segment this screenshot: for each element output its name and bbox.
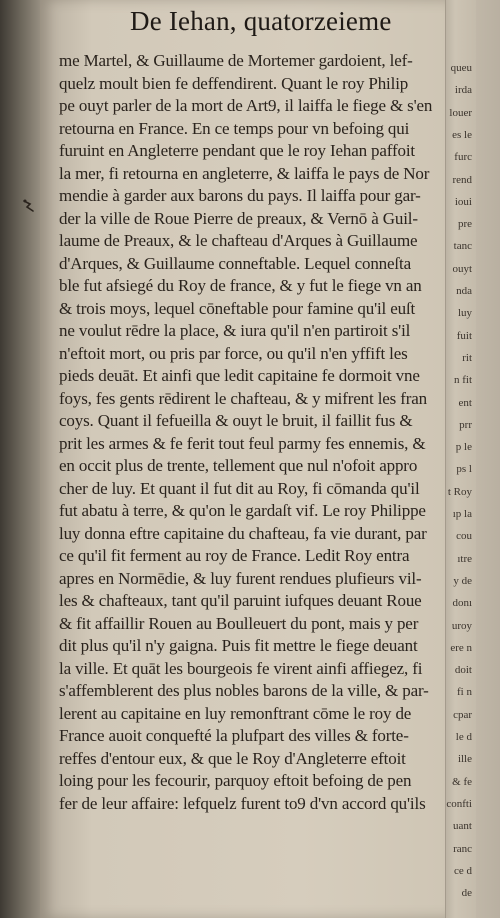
facing-page-fragment: fuit [456, 329, 472, 342]
margin-mark-icon [22, 198, 40, 214]
facing-page-fragment: p le [455, 441, 472, 454]
facing-page-fragment: furc [454, 151, 472, 164]
running-head: De Iehan, quatorzeieme [130, 6, 392, 36]
text-line: d'Arques, & Guillaume conneftable. Lequel conneſta [59, 253, 411, 273]
facing-page-fragment: queu [450, 62, 472, 74]
text-line: & fit affaillir Rouen au Boulleuert du pont, mais y per [59, 613, 419, 633]
facing-page-fragment: cpar [453, 708, 472, 721]
facing-page-fragment: ps l [456, 463, 472, 476]
text-line: prit les armes & fe ferit tout feul parmy fes ennemis, & [59, 433, 426, 453]
text-line: & trois moys, lequel cōneftable pour famine qu'il euſt [59, 298, 416, 318]
text-line: furuint en Angleterre pendant que le roy Iehan paffoit [59, 141, 416, 160]
facing-page-fragment: ioui [454, 195, 472, 208]
facing-page-fragment: uroy [451, 619, 472, 632]
text-line: la ville. Et quāt les bourgeois fe virent ainfi affiegez, fi [59, 658, 423, 678]
text-line: foys, fes gents rēdirent le chafteau, & y mifrent les fran [59, 388, 427, 408]
text-line: France auoit conquefté la plufpart des villes & forte- [59, 726, 409, 745]
facing-page-fragment: ere n [450, 641, 472, 654]
text-line: reffes d'entour eux, & que le Roy d'Angleterre eftoit [59, 748, 406, 768]
facing-page-fragment: & fe [452, 775, 472, 788]
facing-page-fragment: ent [458, 396, 472, 409]
text-line: pieds deuāt. Et ainfi que ledit capitaine fe dormoit vne [59, 366, 420, 385]
facing-page-fragment: rit [462, 351, 472, 364]
text-line: dit plus qu'il n'y gaigna. Puis fit mettre le fiege deuant [59, 636, 418, 655]
text-line: ne voulut rēdre la place, & iura qu'il n'en partiroit s'il [59, 321, 411, 340]
facing-page-fragment: ouyt [452, 262, 472, 275]
text-line: retourna en France. En ce temps pour vn befoing qui [59, 118, 410, 138]
facing-page-fragment: pre [457, 218, 472, 231]
text-line: lerent au capitaine en luy remonftrant cōme le roy de [59, 703, 412, 723]
text-line: pe ouyt parler de la mort de Art9, il laiffa le fiege & s'en [59, 96, 433, 115]
text-line: ble fut afsiegé du Roy de france, & y fut le fiege vn an [59, 276, 422, 295]
text-line: fut abatu à terre, & qu'on le gardaſt vif. Le roy Philippe [59, 501, 426, 520]
facing-page-fragment: de [461, 887, 472, 900]
facing-page-fragment: ce d [453, 864, 472, 877]
text-line: s'affemblerent des plus nobles barons de la ville, & par- [59, 681, 429, 700]
text-line: apres en Normēdie, & luy furent rendues plufieurs vil- [59, 568, 422, 588]
facing-page-fragment: irda [454, 84, 472, 97]
text-line: en occit plus de trente, tellement que nul n'ofoit appro [59, 456, 418, 475]
text-line: la mer, fi retourna en angleterre, & laiffa le pays de Nor [59, 163, 430, 183]
text-line: luy donna eftre capitaine du chafteau, fa vie durant, par [59, 523, 427, 543]
text-line: laume de Preaux, & le chafteau d'Arques à Guillaume [59, 231, 418, 250]
facing-page-fragment: ranc [453, 842, 472, 855]
text-line: mendie à garder aux barons du pays. Il laiffa pour gar- [59, 186, 421, 205]
facing-page-fragment: nda [456, 285, 472, 297]
facing-page-fragment: ille [457, 753, 472, 766]
facing-page-fragment: ıp la [452, 508, 472, 520]
text-line: quelz moult bien fe deffendirent. Quant le roy Philip [59, 73, 409, 93]
text-line: der la ville de Roue Pierre de preaux, & Vernō à Guil- [59, 208, 418, 228]
text-line: les & chafteaux, tant qu'il paruint iufques deuant Roue [59, 591, 422, 610]
text-line: fer de leur affaire: lefquelz furent to9 d'vn accord qu'ils [59, 793, 426, 813]
facing-page-fragment: louer [449, 106, 472, 119]
facing-page-fragment: prr [459, 418, 472, 431]
text-line: coys. Quant il fefueilla & ouyt le bruit, il faillit fus & [59, 411, 413, 430]
facing-page-fragment: ıtre [457, 552, 472, 565]
facing-page-fragment: uant [453, 820, 472, 833]
text-line: ce qu'il fit ferment au roy de France. Ledit Roy entra [59, 546, 410, 565]
facing-page-fragment: donı [452, 597, 472, 610]
page-body-text [59, 50, 471, 815]
facing-page-fragment: n fit [453, 374, 472, 387]
text-line: me Martel, & Guillaume de Mortemer gardoient, lef- [59, 51, 413, 70]
facing-page-fragment: doit [454, 664, 472, 677]
facing-page-fragment: rend [452, 173, 472, 186]
facing-page-fragment: fi n [457, 686, 472, 699]
facing-page-fragment: tanc [453, 240, 472, 253]
facing-page-fragment: luy [457, 307, 472, 320]
facing-page-fragment: le d [455, 731, 472, 743]
text-line: cher de luy. Et quant il fut dit au Roy, fi cōmanda qu'il [59, 478, 420, 498]
text-line: loing pour les fecourir, parquoy eftoit befoing de pen [59, 771, 412, 790]
facing-page-fragment: es le [452, 128, 472, 141]
facing-page-fragment: t Roy [447, 485, 472, 498]
facing-page-fragment: cou [456, 530, 472, 543]
facing-page-fragment: y de [453, 574, 472, 587]
facing-page-fragment: confti [446, 797, 472, 810]
text-line: n'eftoit mort, ou pris par force, ou qu'il n'en yffift les [59, 343, 408, 363]
